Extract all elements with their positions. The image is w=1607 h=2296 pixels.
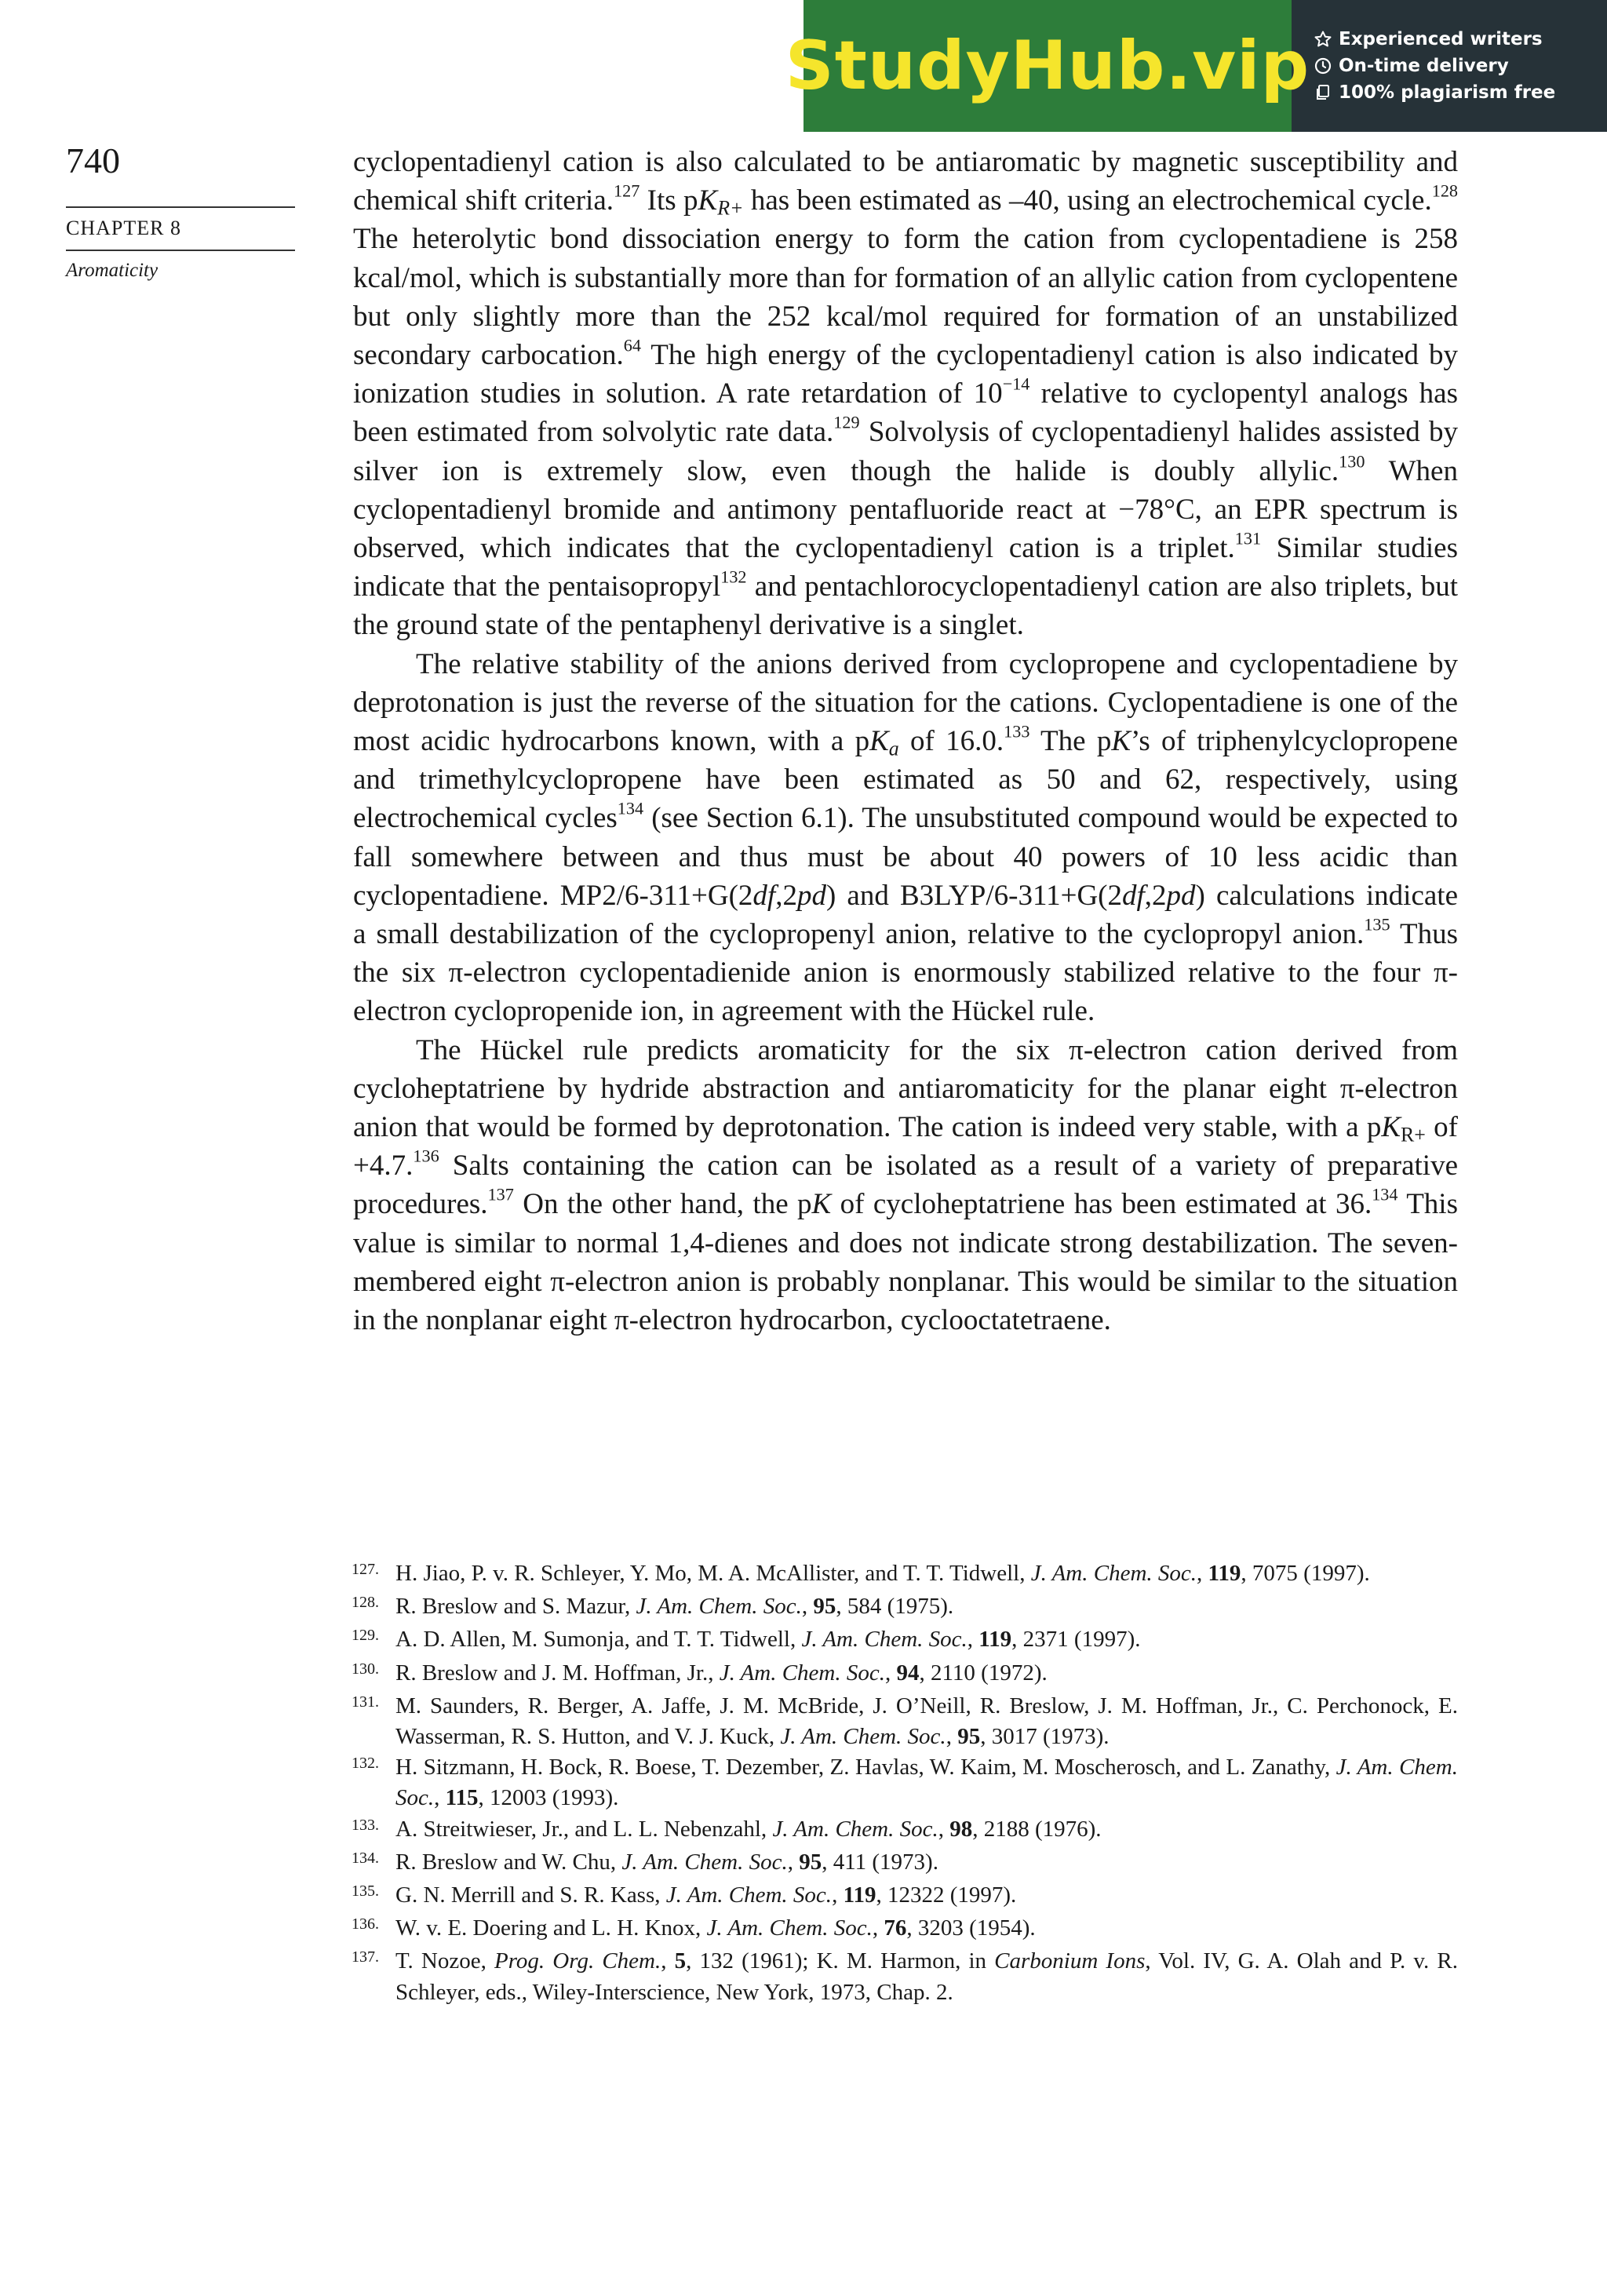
feature-label: On-time delivery [1339,56,1509,76]
feature-experienced-writers [1314,29,1607,49]
paragraph-1: cyclopentadienyl cation is also calculated to be antiaromatic by magnetic susceptibility and chemical shift criteria.$^{127}$ Its $pK_{R+}$ has been estimated as –40, using an electrochemical cycle.$^{128}$ The heterolytic bond dissociation energy to form the cation from cyclopentadiene is 258 kcal/mol, which is substantially more than for formation of an allylic cation from cyclopentene but only slightly more than the 252 kcal/mol required for formation of an unstabilized secondary carbocation.$^{64}$ The high energy of the cyclopentadienyl cation is also indicated by ionization studies in solution. A rate retardation of $10^{-14}$ relative to cyclopentyl analogs has been estimated from solvolytic rate data.$^{129}$ Solvolysis of cyclopentadienyl halides assisted by silver ion is extremely slow, even though the halide is doubly allylic.$^{130}$ When cyclopentadienyl bromide and antimony pentafluoride react at −78°C, an EPR spectrum is observed, which indicates that the cyclopentadienyl cation is a triplet.$^{131}$ Similar studies indicate that the pentaisopropyl$^{132}$ and pentachlorocyclopentadienyl cation are also triplets, but the ground state of the pentaphenyl derivative is a singlet. [353,146,1459,642]
footnote: 135. G. N. Merrill and S. R. Kass, J. Am. Chem. Soc., 119, 12322 (1997). [352,1882,1017,1908]
star-outline-icon [1314,30,1332,49]
footnotes [352,1558,1458,2008]
footnote: 137. T. Nozoe, Prog. Org. Chem., 5, 132 (1961); K. M. Harmon, in Carbonium Ions, Vol. IV, G. A. Olah and P. v. R. Schleyer, eds., Wiley-Interscience, New York, 1973, Chap. 2. [352,1948,1458,2005]
footnote: 131. M. Saunders, R. Berger, A. Jaffe, J. M. McBride, J. O’Neill, R. Breslow, J. M. Hoffman, Jr., C. Perchonock, E. Wasserman, R. S. Hutton, and V. J. Kuck, J. Am. Chem. Soc., 95, 3017 (1973). [352,1693,1458,1750]
paragraph-3: The Hückel rule predicts aromaticity for the six π-electron cation derived from cycloheptatriene by hydride abstraction and antiaromaticity for the planar eight π-electron anion that would be formed by deprotonation. The cation is indeed very stable, with a $pK_{R+}$ of +4.7.$^{136}$ Salts containing the cation can be isolated as a result of a variety of preparative procedures.$^{137}$ On the other hand, the pK of cycloheptatriene has been estimated at 36.$^{134}$ This value is similar to normal 1,4-dienes and does not indicate strong destabilization. The seven-membered eight π-electron anion is probably nonplanar. This would be similar to the situation in the nonplanar eight π-electron hydrocarbon, cyclooctatetraene. [353,1033,1458,1337]
feature-label: Experienced writers [1339,29,1543,49]
ad-banner[interactable] [785,0,1607,132]
clock-icon [1314,56,1332,75]
feature-label: 100% plagiarism free [1339,82,1556,103]
header-divider [66,250,295,251]
footnote: 133. A. Streitwieser, Jr., and L. L. Nebenzahl, J. Am. Chem. Soc., 98, 2188 (1976). [352,1816,1102,1842]
studyhub-logo[interactable] [785,0,1310,132]
footnote: 132. H. Sitzmann, H. Bock, R. Boese, T. Dezember, Z. Havlas, W. Kaim, M. Moscherosch, and L. Zanathy, J. Am. Chem. Soc., 115, 12003 (1993). [352,1755,1458,1811]
paragraph-2: The relative stability of the anions derived from cyclopropene and cyclopentadiene by deprotonation is just the reverse of the situation for the cations. Cyclopentadiene is one of the most acidic hydrocarbons known, with a $pK_a$ of 16.0.$^{133}$ The pK’s of triphenylcyclopropene and trimethylcyclopropene have been estimated as 50 and 62, respectively, using electrochemical cycles$^{134}$ (see Section 6.1). The unsubstituted compound would be expected to fall somewhere between and thus must be about 40 powers of 10 less acidic than cyclopentadiene. MP2/6-311+G(2df,2pd) and B3LYP/6-311+G(2df,2pd) calculations indicate a small destabilization of the cyclopropenyl anion, relative to the cyclopropyl anion.$^{135}$ Thus the six π-electron cyclopentadienide anion is enormously stabilized relative to the four π-electron cyclopropenide ion, in agreement with the Hückel rule. [353,647,1459,1028]
footnote: 128. R. Breslow and S. Mazur, J. Am. Chem. Soc., 95, 584 (1975). [352,1594,954,1620]
footnote: 127. H. Jiao, P. v. R. Schleyer, Y. Mo, M. A. McAllister, and T. T. Tidwell, J. Am. Chem. Soc., 119, 7075 (1997). [352,1561,1370,1586]
banner-features [1292,0,1607,132]
section-title: Aromaticity [66,260,159,281]
footnote: 136. W. v. E. Doering and L. H. Knox, J. Am. Chem. Soc., 76, 3203 (1954). [352,1915,1036,1941]
footnote: 129. A. D. Allen, M. Sumonja, and T. T. Tidwell, J. Am. Chem. Soc., 119, 2371 (1997). [352,1627,1141,1653]
logo-text: StudyHub.vip [785,27,1310,105]
page-number: 740 [66,140,120,180]
chapter-label: CHAPTER 8 [66,217,181,239]
header-divider [66,206,295,208]
footnote: 134. R. Breslow and W. Chu, J. Am. Chem. Soc., 95, 411 (1973). [352,1849,938,1875]
feature-plagiarism-free [1314,82,1607,103]
feature-on-time-delivery [1314,56,1607,76]
footnote: 130. R. Breslow and J. M. Hoffman, Jr., J. Am. Chem. Soc., 94, 2110 (1972). [352,1660,1048,1686]
copy-document-icon [1314,83,1332,102]
body-text [353,143,1458,1339]
